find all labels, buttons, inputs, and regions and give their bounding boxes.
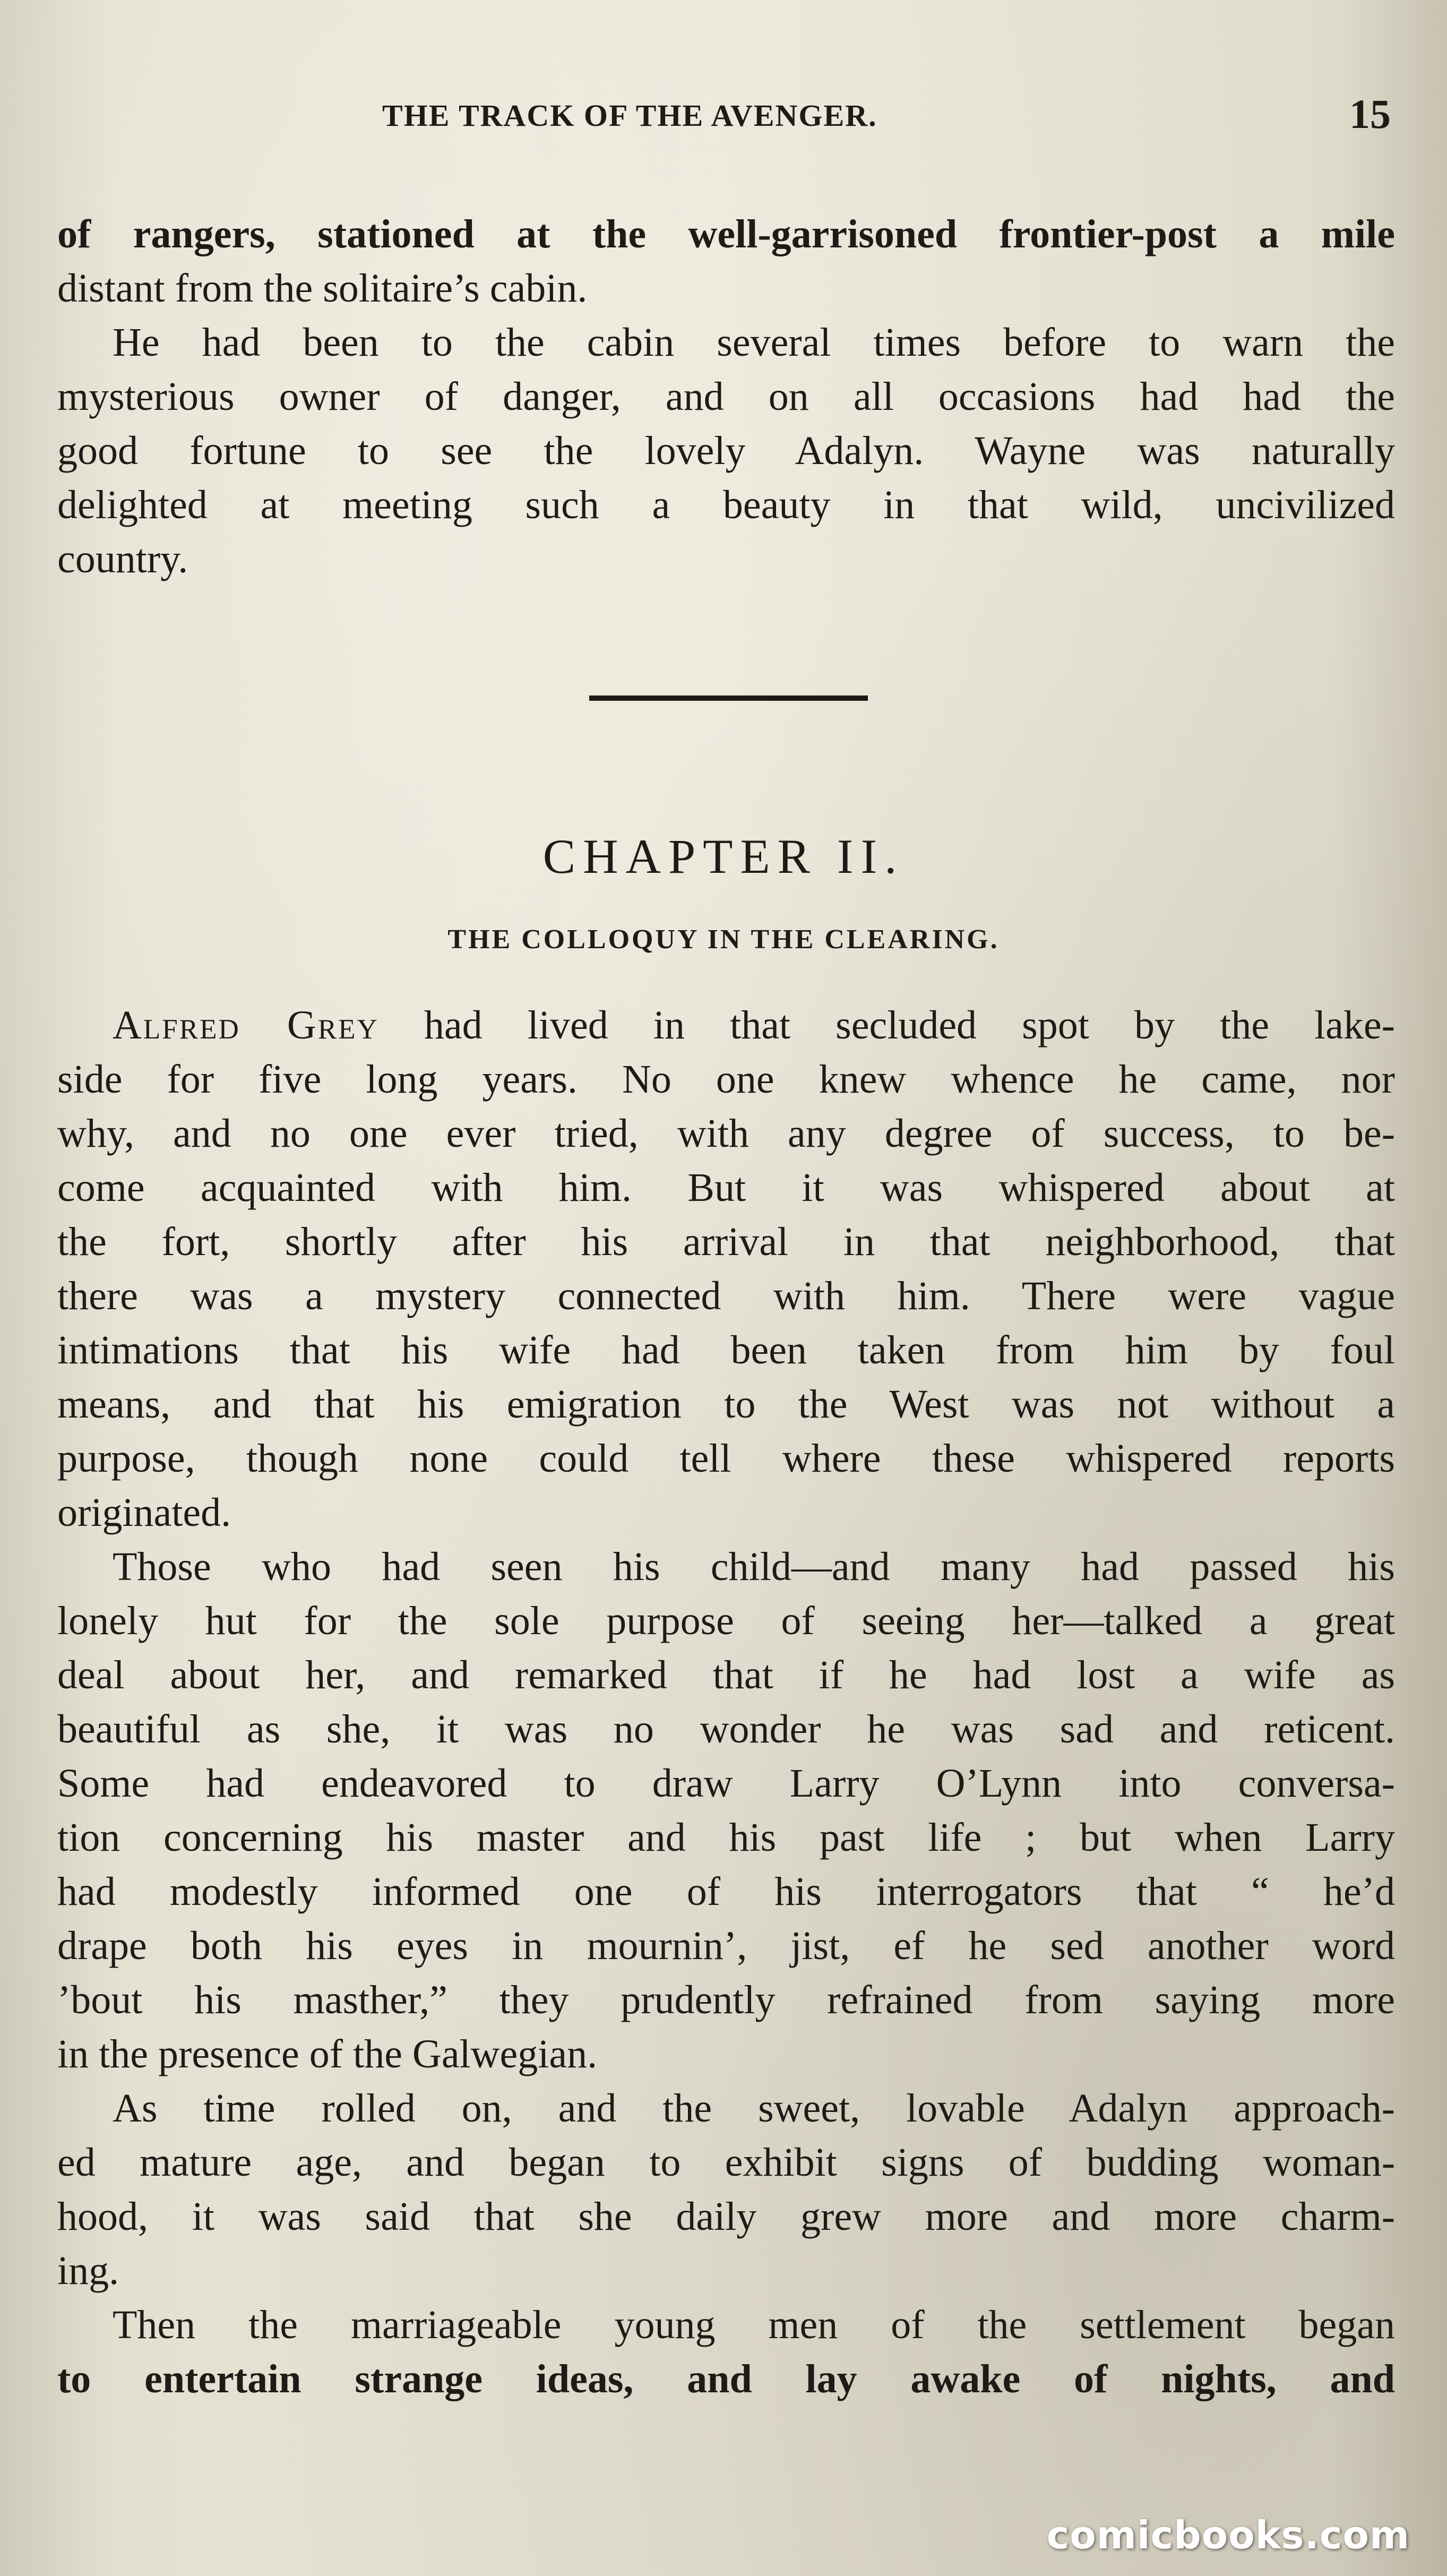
- text-line: Some had endeavored to draw Larry O’Lynn into conversa-: [57, 1761, 1395, 1806]
- text-line: of rangers, stationed at the well-garrisoned frontier-post a mile: [57, 212, 1395, 256]
- text-line: side for five long years. No one knew whence he came, nor: [57, 1057, 1395, 1102]
- text-line: Then the marriageable young men of the settlement began: [113, 2303, 1395, 2347]
- text-line: drape both his eyes in mournin’, jist, ef he sed another word: [57, 1924, 1395, 1968]
- section-divider: [589, 695, 868, 701]
- text-line: intimations that his wife had been taken from him by foul: [57, 1328, 1395, 1372]
- paragraph: [57, 315, 1395, 586]
- text-line: originated.: [57, 1490, 231, 1535]
- paragraph: [57, 998, 1395, 1540]
- text-line: there was a mystery connected with him. There were vague: [57, 1274, 1395, 1318]
- text-line: [57, 998, 1395, 1052]
- text-line: beautiful as she, it was no wonder he was sad and reticent.: [57, 1707, 1395, 1751]
- text-line: He had been to the cabin several times before to warn the: [113, 320, 1395, 365]
- text-line: distant from the solitaire’s cabin.: [57, 266, 588, 311]
- paragraph: [57, 1540, 1395, 2081]
- text-line: mysterious owner of danger, and on all occasions had had the: [57, 374, 1395, 419]
- opening-words: Alfred Grey: [113, 1003, 379, 1047]
- text-line: come acquainted with him. But it was whispered about at: [57, 1165, 1395, 1210]
- paragraph: [57, 2298, 1395, 2406]
- text-line: delighted at meeting such a beauty in that wild, uncivilized: [57, 483, 1395, 527]
- page-number: 15: [1349, 91, 1391, 137]
- watermark: comicbooks.com: [1046, 2513, 1410, 2557]
- text-line: ed mature age, and began to exhibit signs of budding woman-: [57, 2140, 1395, 2185]
- paragraph: [57, 207, 1395, 315]
- text-line: hood, it was said that she daily grew more and more charm-: [57, 2194, 1395, 2239]
- chapter-subtitle: THE COLLOQUY IN THE CLEARING.: [447, 924, 1000, 955]
- chapter-body: [57, 998, 1395, 2406]
- text-line: tion concerning his master and his past life ; but when Larry: [57, 1815, 1395, 1860]
- running-head: [58, 90, 1391, 149]
- text-line: means, and that his emigration to the West was not without a: [57, 1382, 1395, 1427]
- text-line-rest: had lived in that secluded spot by the lake-: [378, 1003, 1395, 1047]
- top-text: [57, 207, 1395, 586]
- text-line: lonely hut for the sole purpose of seeing her—talked a great: [57, 1599, 1395, 1643]
- text-line: why, and no one ever tried, with any degree of success, to be-: [57, 1111, 1395, 1156]
- paragraph: [57, 2081, 1395, 2298]
- text-line: to entertain strange ideas, and lay awake of nights, and: [57, 2357, 1395, 2401]
- text-line: purpose, though none could tell where these whispered reports: [57, 1436, 1395, 1481]
- text-line: Those who had seen his child—and many had passed his: [113, 1544, 1395, 1589]
- text-line: deal about her, and remarked that if he had lost a wife as: [57, 1653, 1395, 1697]
- text-line: had modestly informed one of his interrogators that “ he’d: [57, 1869, 1395, 1914]
- text-line: good fortune to see the lovely Adalyn. Wayne was naturally: [57, 428, 1395, 473]
- running-title: THE TRACK OF THE AVENGER.: [382, 98, 877, 133]
- text-line: in the presence of the Galwegian.: [57, 2032, 598, 2076]
- text-line: As time rolled on, and the sweet, lovable Adalyn approach-: [113, 2086, 1395, 2131]
- text-line: ing.: [57, 2248, 119, 2293]
- chapter-title: CHAPTER II.: [542, 829, 905, 883]
- text-line: country.: [57, 537, 188, 581]
- text-line: ’bout his masther,” they prudently refrained from saying more: [57, 1978, 1395, 2022]
- text-line: the fort, shortly after his arrival in that neighborhood, that: [57, 1220, 1395, 1264]
